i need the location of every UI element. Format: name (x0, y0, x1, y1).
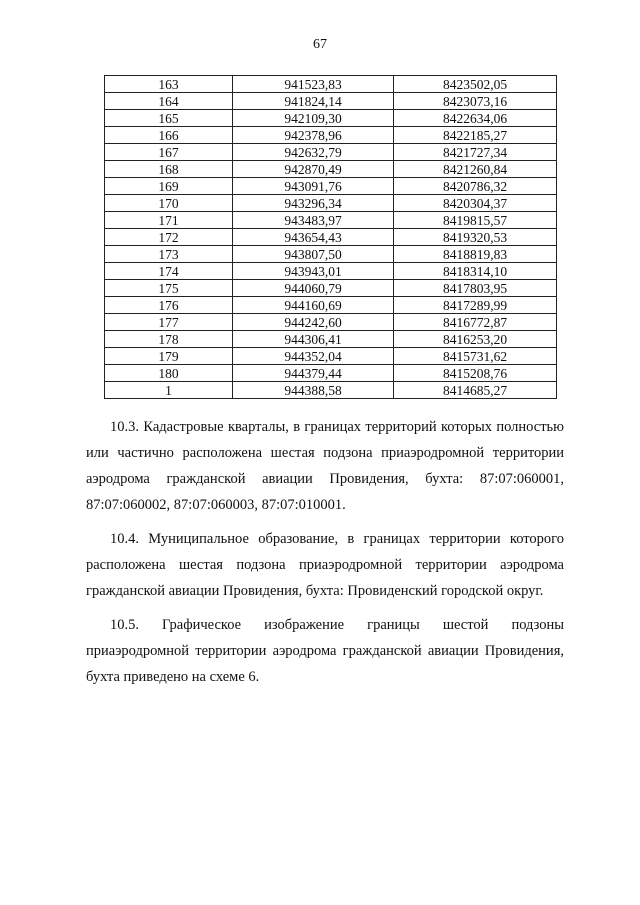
table-row (105, 331, 557, 348)
table-row (105, 263, 557, 280)
y-coordinate-cell: 8415208,76 (394, 365, 557, 382)
point-number-cell: 163 (105, 76, 233, 93)
point-number-cell: 177 (105, 314, 233, 331)
point-number-cell: 167 (105, 144, 233, 161)
coordinates-table-body (105, 76, 557, 399)
table-row (105, 178, 557, 195)
coordinates-table (104, 75, 557, 399)
table-row (105, 246, 557, 263)
point-number-cell: 168 (105, 161, 233, 178)
x-coordinate-cell: 943654,43 (233, 229, 394, 246)
paragraph-municipality: 10.4. Муниципальное образование, в границах территории которого расположена шестая подзона приаэродромной территории аэродрома гражданской авиации Провидения, бухта: Провиденский городской округ. (86, 531, 564, 599)
y-coordinate-cell: 8420304,37 (394, 195, 557, 212)
x-coordinate-cell: 944388,58 (233, 382, 394, 399)
table-row (105, 229, 557, 246)
table-row (105, 93, 557, 110)
y-coordinate-cell: 8419320,53 (394, 229, 557, 246)
x-coordinate-cell: 942378,96 (233, 127, 394, 144)
x-coordinate-cell: 941523,83 (233, 76, 394, 93)
y-coordinate-cell: 8422185,27 (394, 127, 557, 144)
x-coordinate-cell: 942109,30 (233, 110, 394, 127)
x-coordinate-cell: 944352,04 (233, 348, 394, 365)
table-row (105, 161, 557, 178)
table-row (105, 76, 557, 93)
table-row (105, 365, 557, 382)
y-coordinate-cell: 8422634,06 (394, 110, 557, 127)
point-number-cell: 170 (105, 195, 233, 212)
x-coordinate-cell: 943807,50 (233, 246, 394, 263)
y-coordinate-cell: 8417803,95 (394, 280, 557, 297)
point-number-cell: 165 (105, 110, 233, 127)
x-coordinate-cell: 944160,69 (233, 297, 394, 314)
point-number-cell: 179 (105, 348, 233, 365)
y-coordinate-cell: 8418819,83 (394, 246, 557, 263)
table-row (105, 280, 557, 297)
table-row (105, 195, 557, 212)
y-coordinate-cell: 8416772,87 (394, 314, 557, 331)
point-number-cell: 174 (105, 263, 233, 280)
x-coordinate-cell: 943091,76 (233, 178, 394, 195)
x-coordinate-cell: 943296,34 (233, 195, 394, 212)
y-coordinate-cell: 8416253,20 (394, 331, 557, 348)
paragraph-graphic-scheme: 10.5. Графическое изображение границы шестой подзоны приаэродромной территории аэродрома гражданской авиации Провидения, бухта приведено на схеме 6. (86, 617, 564, 685)
point-number-cell: 164 (105, 93, 233, 110)
x-coordinate-cell: 944060,79 (233, 280, 394, 297)
y-coordinate-cell: 8421727,34 (394, 144, 557, 161)
table-row (105, 382, 557, 399)
table-row (105, 314, 557, 331)
x-coordinate-cell: 941824,14 (233, 93, 394, 110)
page-number: 67 (313, 37, 327, 52)
point-number-cell: 1 (105, 382, 233, 399)
x-coordinate-cell: 942870,49 (233, 161, 394, 178)
x-coordinate-cell: 944379,44 (233, 365, 394, 382)
y-coordinate-cell: 8419815,57 (394, 212, 557, 229)
y-coordinate-cell: 8421260,84 (394, 161, 557, 178)
y-coordinate-cell: 8423073,16 (394, 93, 557, 110)
x-coordinate-cell: 944306,41 (233, 331, 394, 348)
point-number-cell: 175 (105, 280, 233, 297)
document-body (86, 414, 564, 698)
y-coordinate-cell: 8417289,99 (394, 297, 557, 314)
x-coordinate-cell: 943483,97 (233, 212, 394, 229)
y-coordinate-cell: 8418314,10 (394, 263, 557, 280)
table-row (105, 144, 557, 161)
table-row (105, 127, 557, 144)
point-number-cell: 180 (105, 365, 233, 382)
y-coordinate-cell: 8420786,32 (394, 178, 557, 195)
table-row (105, 297, 557, 314)
table-row (105, 212, 557, 229)
table-row (105, 348, 557, 365)
point-number-cell: 169 (105, 178, 233, 195)
point-number-cell: 178 (105, 331, 233, 348)
point-number-cell: 166 (105, 127, 233, 144)
point-number-cell: 172 (105, 229, 233, 246)
x-coordinate-cell: 944242,60 (233, 314, 394, 331)
y-coordinate-cell: 8415731,62 (394, 348, 557, 365)
point-number-cell: 171 (105, 212, 233, 229)
x-coordinate-cell: 942632,79 (233, 144, 394, 161)
y-coordinate-cell: 8423502,05 (394, 76, 557, 93)
table-row (105, 110, 557, 127)
paragraph-cadastral-quarters: 10.3. Кадастровые кварталы, в границах территорий которых полностью или частично расположена шестая подзона приаэродромной территории аэродрома гражданской авиации Провидения, бухта: 87:07:060001, 87:07:060002, 87:07:060003, 87:07:010001. (86, 419, 564, 513)
point-number-cell: 173 (105, 246, 233, 263)
y-coordinate-cell: 8414685,27 (394, 382, 557, 399)
x-coordinate-cell: 943943,01 (233, 263, 394, 280)
point-number-cell: 176 (105, 297, 233, 314)
